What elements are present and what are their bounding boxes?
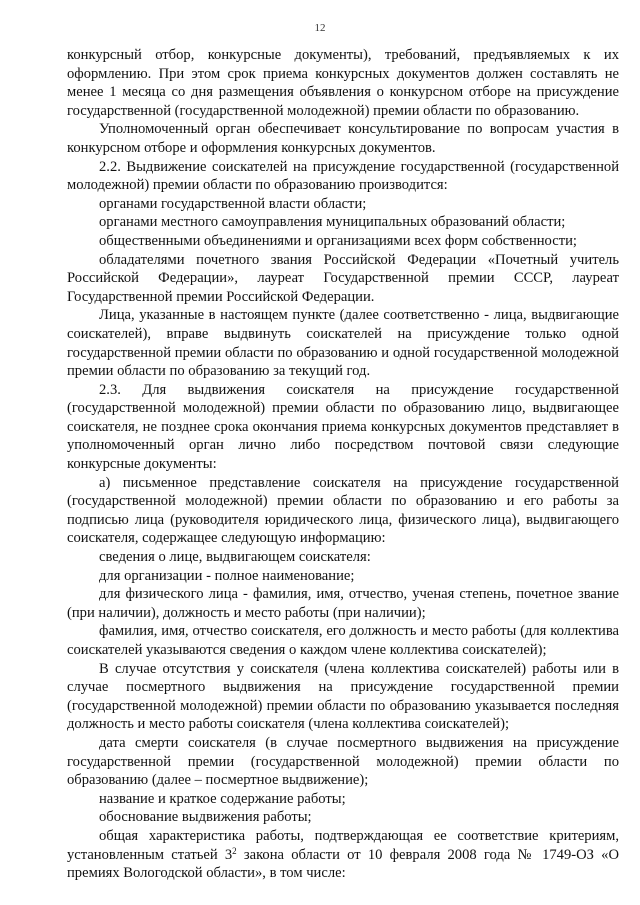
- list-item: название и краткое содержание работы;: [99, 790, 346, 807]
- list-item: обоснование выдвижения работы;: [99, 809, 312, 826]
- paragraph-text-start: общая характеристика работы, подтверждающая ее соответствие критериям, установленным статьей 3: [67, 827, 619, 863]
- list-item: дата смерти соискателя (в случае посмертного выдвижения на присуждение государственной премии (государственной молодежной) премии области по образованию (далее – посмертное выдвижение);: [67, 734, 619, 789]
- paragraph: Уполномоченный орган обеспечивает консультирование по вопросам участия в конкурсном отборе и оформления конкурсных документов.: [67, 121, 619, 156]
- list-item: органами государственной власти области;: [99, 195, 367, 212]
- paragraph: 2.2. Выдвижение соискателей на присуждение государственной (государственной молодежной) премии области по образованию производится:: [67, 158, 619, 194]
- list-item: фамилия, имя, отчество соискателя, его должность и место работы (для коллектива соискателей указываются сведения о каждом члене коллектива соискателей);: [67, 623, 619, 658]
- list-item: для организации - полное наименование;: [99, 567, 355, 584]
- page-number: 12: [314, 22, 326, 34]
- list-item: общественными объединениями и организациями всех форм собственности;: [99, 232, 577, 249]
- document-body: [67, 46, 619, 883]
- list-item: обладателями почетного звания Российской Федерации «Почетный учитель Российской Федерации», лауреат Государственной премии СССР, лауреат Государственной премии Российской Федерации.: [67, 251, 619, 305]
- paragraph-last: [67, 827, 619, 883]
- superscript: 2: [232, 845, 237, 856]
- list-item: сведения о лице, выдвигающем соискателя:: [99, 549, 371, 566]
- list-item: для физического лица - фамилия, имя, отчество, ученая степень, почетное звание (при наличии), должность и место работы (при наличии);: [67, 586, 619, 621]
- paragraph: Лица, указанные в настоящем пункте (далее соответственно - лица, выдвигающие соискателей), вправе выдвинуть соискателей на присуждение только одной государственной премии области по образованию и одной государственной молодежной премии области по образованию за текущий год.: [67, 307, 619, 380]
- paragraph: 2.3. Для выдвижения соискателя на присуждение государственной (государственной молодежной) премии области по образованию лицо, выдвигающее соискателя, не позднее срока окончания приема конкурсных документов представляет в уполномоченный орган лично либо посредством почтовой связи следующие конкурсные документы:: [67, 381, 619, 473]
- paragraph: конкурсный отбор, конкурсные документы), требований, предъявляемых к их оформлению. При этом срок приема конкурсных документов должен составлять не менее 1 месяца со дня размещения объявления о конкурсном отборе на присуждение государственной (государственной молодежной) премии области по образованию.: [67, 47, 619, 119]
- paragraph: В случае отсутствия у соискателя (члена коллектива соискателей) работы или в случае посмертного выдвижения на присуждение государственной премии (государственной молодежной) премии области по образованию указывается последняя должность и место работы соискателя (члена коллектива соискателей);: [67, 660, 619, 733]
- paragraph-text-end: закона области от 10 февраля 2008 года № 1749-ОЗ «О премиях Вологодской области», в том числе:: [67, 846, 619, 882]
- list-item: органами местного самоуправления муниципальных образований области;: [99, 214, 566, 231]
- paragraph: а) письменное представление соискателя на присуждение государственной (государственной молодежной) премии области по образованию и его работы за подписью лица (руководителя юридического лица, физического лица), выдвигающего соискателя, содержащее следующую информацию:: [67, 474, 619, 547]
